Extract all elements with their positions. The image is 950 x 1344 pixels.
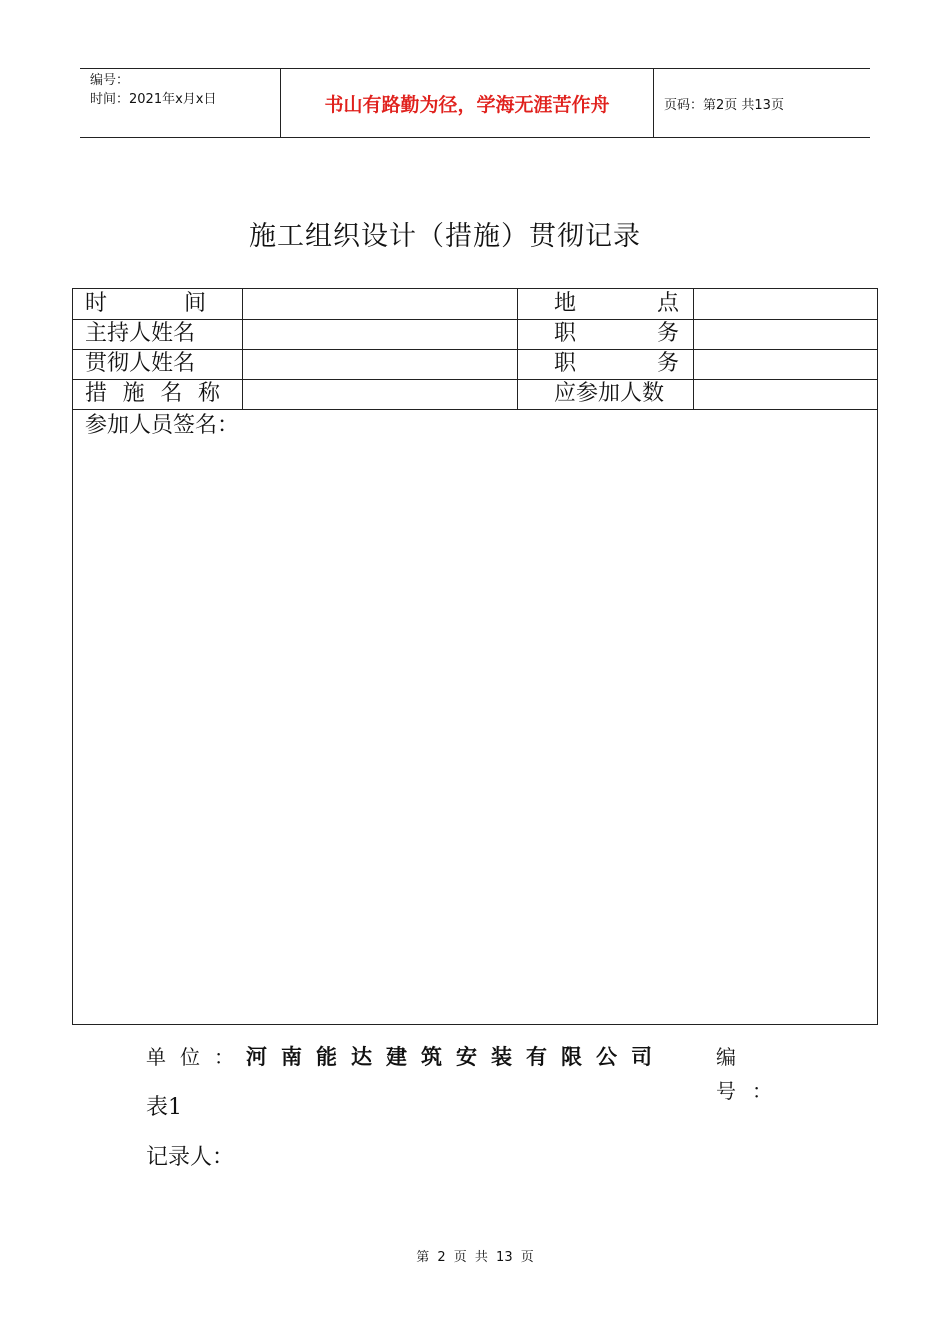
form-row-host (73, 319, 877, 350)
label-char: 职 (554, 321, 577, 346)
label-char: 职 (554, 351, 577, 376)
value-measure-name[interactable] (243, 379, 518, 409)
value-host-position[interactable] (694, 319, 877, 349)
label-time (73, 289, 243, 319)
header-time-label: 时间：2021年x月x日 (90, 92, 217, 107)
signature-label: 参加人员签名： (85, 413, 240, 438)
value-time[interactable] (243, 289, 518, 319)
header-motto: 书山有路勤为径，学海无涯苦作舟 (280, 69, 654, 137)
page-header (80, 68, 870, 138)
header-number-label: 编号： (90, 73, 130, 88)
label-char: 时 (85, 291, 108, 316)
label-char: 务 (656, 321, 679, 346)
unit-label: 单位： (146, 1045, 248, 1069)
unit-line (146, 1040, 806, 1103)
value-host-name[interactable] (243, 319, 518, 349)
label-char: 名 (160, 381, 183, 406)
form-row-measure (73, 379, 877, 410)
label-char: 地 (554, 291, 577, 316)
label-host-position (518, 319, 694, 349)
label-implementer-name: 贯彻人姓名 (73, 349, 243, 379)
label-host-name: 主持人姓名 (73, 319, 243, 349)
table-number: 表1 (146, 1095, 182, 1120)
value-implementer-position[interactable] (694, 349, 877, 379)
label-measure-name (73, 379, 243, 409)
label-expected-attendees: 应参加人数 (518, 379, 694, 409)
document-title: 施工组织设计（措施）贯彻记录 (249, 221, 641, 252)
form-row-implementer (73, 349, 877, 380)
value-implementer-name[interactable] (243, 349, 518, 379)
header-meta (80, 69, 280, 137)
footer-number-label: 编号： (716, 1045, 788, 1103)
value-expected-attendees[interactable] (694, 379, 877, 409)
value-location[interactable] (694, 289, 877, 319)
header-page-info: 页码：第2页 共13页 (664, 97, 784, 113)
label-char: 点 (656, 291, 679, 316)
recorder-label: 记录人： (146, 1145, 235, 1170)
label-char: 施 (122, 381, 145, 406)
label-char: 措 (85, 381, 108, 406)
label-char: 间 (183, 291, 206, 316)
unit-name: 河南能达建筑安装有限公司 (246, 1044, 666, 1069)
record-form (72, 288, 878, 1025)
label-location (518, 289, 694, 319)
form-row-time (73, 289, 877, 320)
page-footer: 第 2 页 共 13 页 (416, 1250, 534, 1265)
label-char: 务 (656, 351, 679, 376)
label-char: 称 (197, 381, 220, 406)
label-implementer-position (518, 349, 694, 379)
